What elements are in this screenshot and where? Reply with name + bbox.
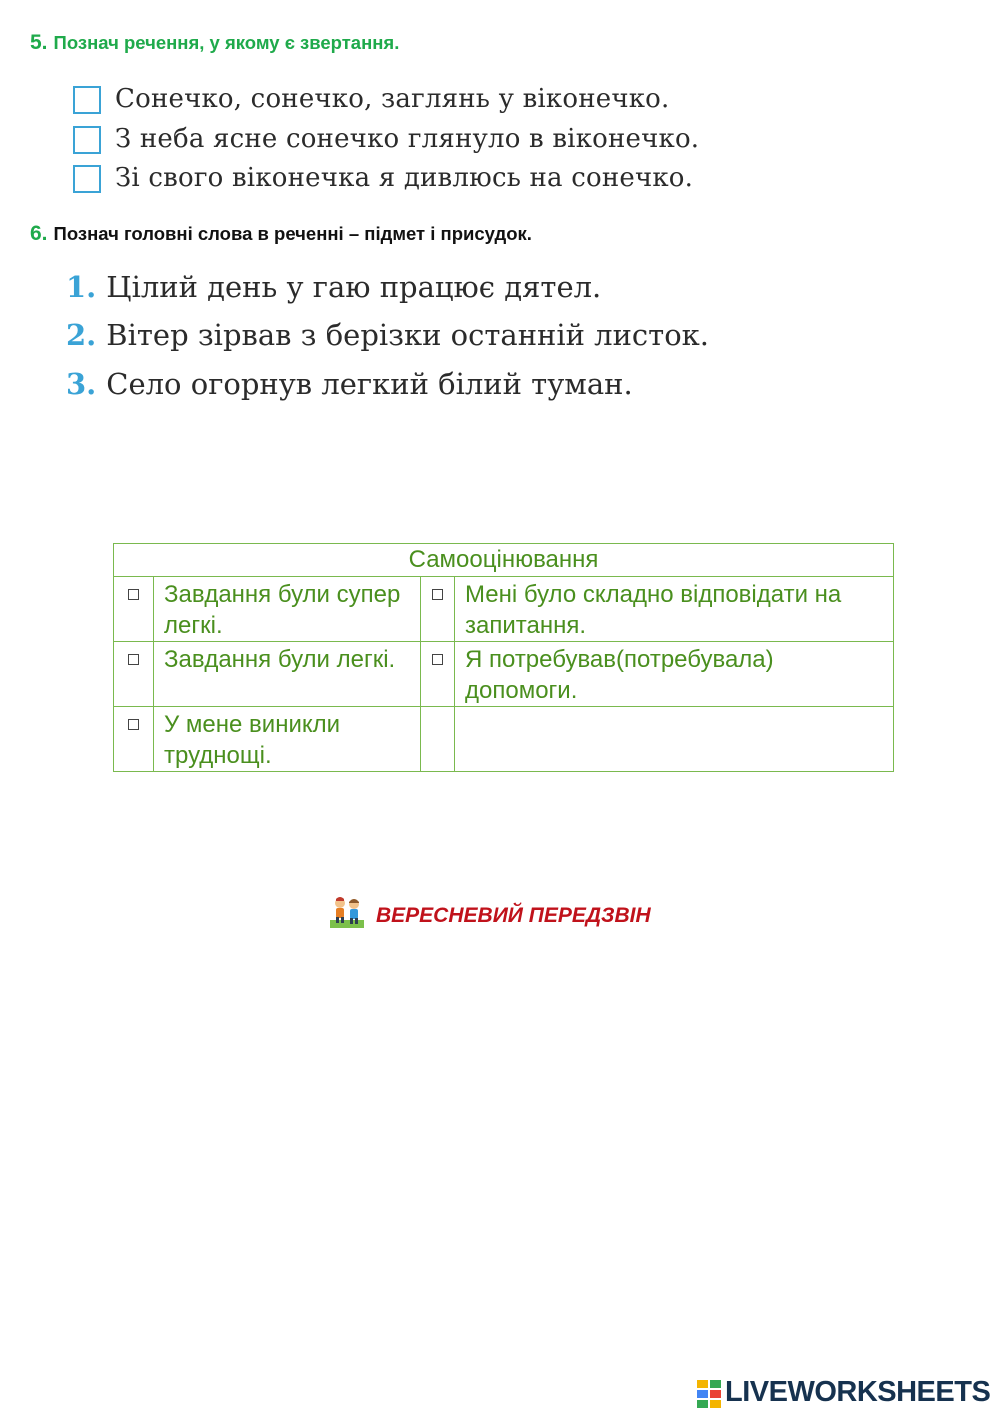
sentence-row-1[interactable] [66, 270, 601, 304]
task-6-number: 6. [30, 222, 48, 245]
assessment-option-text: Я потребував(потребувала) допомоги. [455, 642, 894, 707]
option-text-2: З неба ясне сонечко глянуло в віконечко. [115, 124, 700, 154]
assessment-checkbox[interactable] [432, 654, 443, 665]
liveworksheets-icon [697, 1380, 721, 1408]
assessment-checkbox-cell[interactable] [421, 577, 455, 642]
option-checkbox-2[interactable] [73, 126, 101, 154]
assessment-checkbox-cell[interactable] [114, 642, 154, 707]
assessment-checkbox-cell[interactable] [421, 642, 455, 707]
empty-cell [455, 707, 894, 772]
task-5-instruction: Познач речення, у якому є звертання. [53, 32, 400, 53]
assessment-option-text: Завдання були легкі. [154, 642, 421, 707]
assessment-checkbox[interactable] [128, 589, 139, 600]
sentence-text[interactable]: Село огорнув легкий білий туман. [106, 367, 633, 401]
sentence-text[interactable]: Цілий день у гаю працює дятел. [106, 270, 602, 304]
assessment-checkbox[interactable] [432, 589, 443, 600]
task-6-instruction: Познач головні слова в реченні – підмет і присудок. [53, 223, 532, 244]
assessment-option-text: Завдання були супер легкі. [154, 577, 421, 642]
option-checkbox-3[interactable] [73, 165, 101, 193]
assessment-checkbox-cell[interactable] [114, 707, 154, 772]
kids-icon [330, 896, 364, 928]
option-text-3: Зі свого віконечка я дивлюсь на сонечко. [115, 163, 694, 193]
sentence-row-2[interactable] [66, 318, 709, 352]
empty-cell [421, 707, 455, 772]
liveworksheets-text: LIVEWORKSHEETS [725, 1376, 991, 1408]
sentence-row-3[interactable] [66, 367, 633, 401]
sentence-number: 1. [66, 270, 97, 304]
task-5-number: 5. [30, 31, 48, 54]
assessment-checkbox-cell[interactable] [114, 577, 154, 642]
task-5-heading [30, 31, 399, 55]
table-row [114, 707, 894, 772]
sentence-text[interactable]: Вітер зірвав з берізки останній листок. [106, 318, 710, 352]
assessment-option-text: Мені було складно відповідати на запитання. [455, 577, 894, 642]
assessment-checkbox[interactable] [128, 654, 139, 665]
self-assessment-title: Самооцінювання [114, 544, 894, 577]
sentence-number: 3. [66, 367, 97, 401]
brand-text: ВЕРЕСНЕВИЙ ПЕРЕДЗВІН [376, 904, 651, 927]
sentence-number: 2. [66, 318, 97, 352]
table-row [114, 642, 894, 707]
table-row [114, 577, 894, 642]
assessment-option-text: У мене виникли труднощі. [154, 707, 421, 772]
option-checkbox-1[interactable] [73, 86, 101, 114]
assessment-checkbox[interactable] [128, 719, 139, 730]
self-assessment-table [113, 543, 894, 772]
option-text-1: Сонечко, сонечко, заглянь у віконечко. [115, 84, 670, 114]
task-6-heading [30, 222, 532, 246]
